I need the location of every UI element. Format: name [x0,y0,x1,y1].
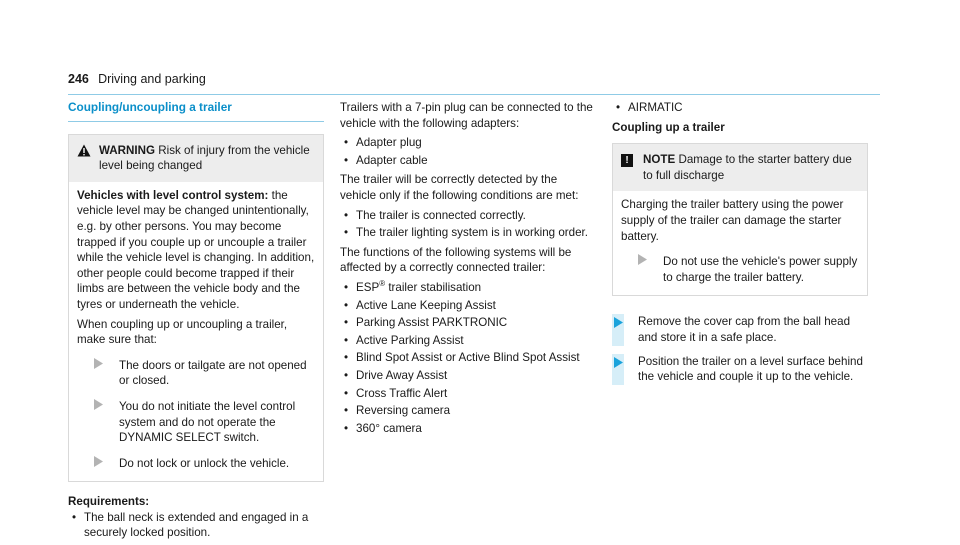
warning-body [69,182,323,482]
page-header [68,72,880,95]
column-left [68,100,324,545]
warning-step [77,399,315,446]
warning-subtitle-text: the vehicle level may be changed unintentionally, e.g. by other persons. You may become trapped if you couple up or uncouple a trailer while the vehicle level is changing. In addition, other people could become trapped if their limbs are between the vehicle body and the tyres or underneath the vehicle. [77,188,315,311]
warning-heading [99,143,315,174]
detect-text: The trailer will be correctly detected by the vehicle only if the following conditions are met: [340,173,579,202]
list-item: • Cross Traffic Alert [340,386,596,402]
note-text: Damage to the starter battery due to full discharge [643,153,852,182]
adapters-intro: Trailers with a 7-pin plug can be connected to the vehicle with the following adapters: [340,101,593,130]
column-right [612,100,868,393]
warning-step [77,358,315,389]
note-step [621,254,859,285]
list-item: • The trailer lighting system is in working order. [340,225,596,241]
warning-step [77,456,315,472]
warning-text: Risk of injury from the vehicle level being changed [99,143,310,173]
conditions-list [340,208,596,241]
list-item: • Adapter plug [340,135,596,151]
warning-box [68,134,324,483]
coupling-title: Coupling up a trailer [612,120,725,134]
adapters-list [340,135,596,168]
list-item: • Active Lane Keeping Assist [340,298,596,314]
list-item: • Drive Away Assist [340,368,596,384]
warning-paragraph [77,188,315,313]
esp-text: ESP [356,280,380,294]
instruction-step [612,354,868,385]
warning-label: WARNING [99,143,156,157]
header-section-title: Driving and parking [98,72,206,86]
requirements-label: Requirements: [68,495,150,509]
arrow-icon [612,354,624,385]
list-item: • Active Parking Assist [340,333,596,349]
airmatic-list [612,100,868,116]
list-item: • Blind Spot Assist or Active Blind Spot Assist [340,350,596,366]
list-item: • Reversing camera [340,403,596,419]
list-item: • 360° camera [340,421,596,437]
section-title: Coupling/uncoupling a trailer [68,100,324,122]
list-item [340,280,596,296]
note-box [612,143,868,296]
list-item: • AIRMATIC [612,100,868,116]
list-item: • Adapter cable [340,153,596,169]
warning-triangle-icon [77,144,91,157]
arrow-icon [637,254,649,285]
registered-mark: ® [379,279,386,289]
instruction-step [612,314,868,345]
note-header [613,144,867,191]
page-number: 246 [68,72,89,86]
note-label: NOTE [643,153,676,167]
requirements-list [68,510,324,541]
arrow-icon [93,399,105,446]
warning-header [69,135,323,182]
note-paragraph: Charging the trailer battery using the power supply of the trailer can damage the starter battery. [621,198,844,243]
systems-list [340,280,596,436]
warning-para: When coupling up or uncoupling a trailer, make sure that: [77,317,288,347]
arrow-icon [93,456,105,472]
list-item: • The trailer is connected correctly. [340,208,596,224]
functions-text: The functions of the following systems will be affected by a correctly connected trailer: [340,245,572,275]
arrow-icon [93,358,105,389]
list-item: • The ball neck is extended and engaged in a securely locked position. [68,510,324,541]
arrow-icon [612,314,624,345]
instruction-text: Remove the cover cap from the ball head and store it in a safe place. [638,315,851,344]
warning-step-text: The doors or tailgate are not opened or closed. [119,358,307,388]
list-item: • Parking Assist PARKTRONIC [340,315,596,331]
note-step-text: Do not use the vehicle's power supply to charge the trailer battery. [663,255,858,284]
esp-rest-text: trailer stabilisation [385,280,482,294]
note-heading [643,152,859,183]
instruction-text: Position the trailer on a level surface behind the vehicle and couple it up to the vehicle. [638,354,863,384]
note-body [613,191,867,295]
warning-subtitle: Vehicles with level control system: [77,188,269,202]
warning-step-text: Do not lock or unlock the vehicle. [119,456,290,470]
warning-step-text: You do not initiate the level control system and do not operate the DYNAMIC SELECT switch. [119,399,296,445]
column-middle [340,100,596,440]
exclamation-icon: ! [621,154,633,167]
